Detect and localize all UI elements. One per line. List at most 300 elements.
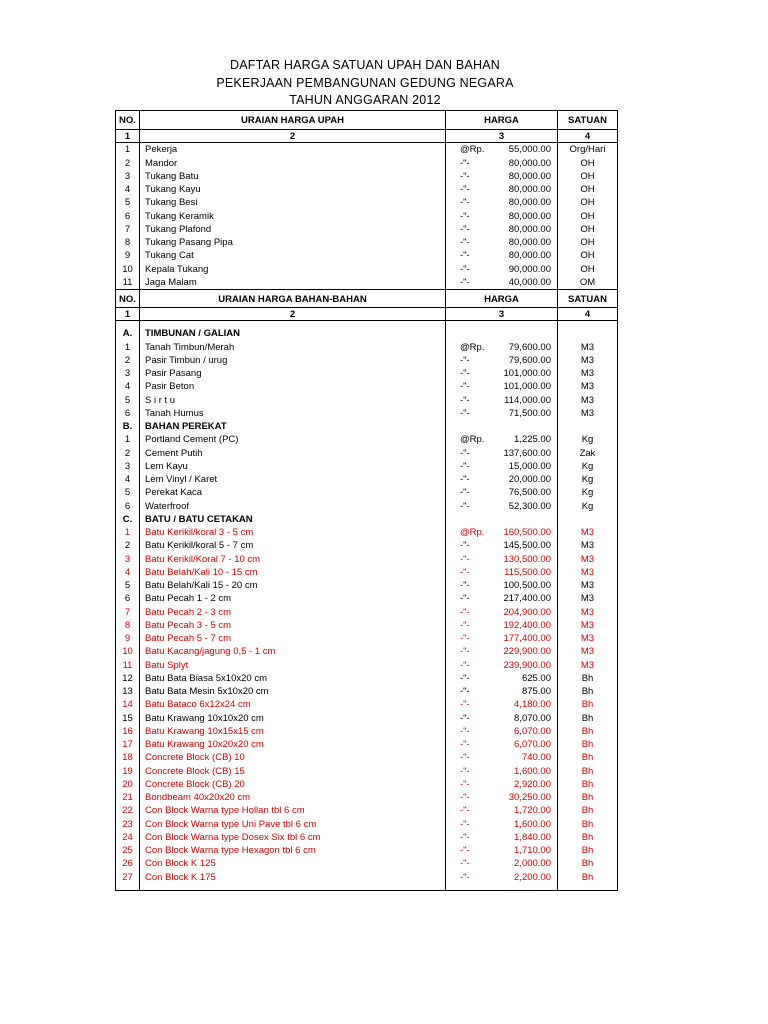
row-amount: 15,000.00 (508, 460, 551, 472)
row-unit: M3 (557, 592, 617, 605)
row-unit: OH (557, 223, 617, 236)
column-number: 2 (139, 130, 445, 142)
document-title-line-1: DAFTAR HARGA SATUAN UPAH DAN BAHAN (229, 58, 501, 72)
row-unit: Org/Hari (557, 143, 617, 156)
header-price: HARGA (445, 111, 557, 129)
row-currency: -"- (460, 250, 470, 262)
table-row (116, 592, 617, 605)
row-currency: -"- (460, 845, 470, 856)
row-description: Kepala Tukang (139, 263, 445, 276)
header-price: HARGA (445, 290, 557, 307)
row-currency: -"- (460, 368, 470, 379)
row-currency: -"- (460, 553, 470, 565)
table-row (116, 276, 617, 289)
spacer-row (116, 884, 617, 890)
row-currency: -"- (460, 633, 470, 644)
row-price (445, 526, 557, 539)
column-number-row (116, 130, 617, 143)
table-row (116, 433, 617, 446)
row-description: Bondbeam 40x20x20 cm (139, 791, 445, 804)
row-amount: 2,920.00 (514, 778, 551, 790)
row-unit: Bh (557, 765, 617, 778)
row-description: Batu Kerikil/koral 3 - 5 cm (139, 526, 445, 539)
row-price (445, 553, 557, 566)
row-number: 3 (124, 460, 131, 472)
table-row (116, 157, 617, 170)
row-price (445, 143, 557, 156)
row-price (445, 486, 557, 499)
row-currency: -"- (460, 739, 470, 750)
row-amount: 6,070.00 (514, 739, 551, 750)
row-price (445, 765, 557, 778)
row-amount: 625.00 (521, 672, 551, 684)
row-amount: 40,000.00 (508, 276, 551, 288)
row-number: 3 (124, 170, 131, 182)
table-row (116, 473, 617, 486)
row-number: 12 (122, 672, 133, 684)
row-currency: @Rp. (460, 144, 485, 156)
section-unit-empty (557, 327, 617, 340)
spacer-cell (116, 884, 139, 890)
spacer-cell (139, 884, 445, 890)
row-description: Batu Pecah 3 - 5 cm (139, 619, 445, 632)
row-price (445, 249, 557, 262)
row-number: 3 (124, 553, 131, 565)
row-amount: 875.00 (521, 686, 551, 697)
row-currency: -"- (460, 646, 470, 658)
table-row (116, 460, 617, 473)
row-description: Tukang Besi (139, 196, 445, 209)
row-amount: 1,600.00 (514, 765, 551, 777)
row-price (445, 857, 557, 870)
row-amount: 160,500.00 (503, 527, 551, 538)
row-currency: -"- (460, 447, 470, 459)
row-number: 14 (122, 699, 133, 711)
column-number: 1 (124, 131, 131, 142)
table-row (116, 831, 617, 844)
table-row (116, 196, 617, 209)
row-currency: -"- (460, 752, 470, 764)
row-currency: -"- (460, 487, 470, 499)
row-unit: OH (557, 263, 617, 276)
row-number: 1 (124, 434, 131, 446)
row-number: 8 (124, 237, 131, 248)
row-amount: 8,070.00 (514, 712, 551, 724)
row-unit: OH (557, 183, 617, 196)
row-unit: Kg (557, 486, 617, 499)
row-currency: -"- (460, 765, 470, 777)
row-currency: -"- (460, 818, 470, 830)
row-description: Batu Bataco 6x12x24 cm (139, 698, 445, 711)
row-description: Batu Belah/Kali 15 - 20 cm (139, 579, 445, 592)
row-unit: M3 (557, 526, 617, 539)
row-number: 21 (122, 792, 133, 803)
row-price (445, 500, 557, 513)
row-amount: 80,000.00 (508, 250, 551, 262)
row-price (445, 183, 557, 196)
row-unit: Bh (557, 804, 617, 817)
row-number: 7 (124, 223, 131, 235)
section-price-empty (445, 420, 557, 433)
row-price (445, 210, 557, 223)
row-description: Batu Pecah 1 - 2 cm (139, 592, 445, 605)
row-unit: Bh (557, 685, 617, 698)
table-row (116, 751, 617, 764)
row-number: 17 (122, 739, 133, 750)
row-price (445, 844, 557, 857)
row-currency: -"- (460, 699, 470, 711)
row-unit: Bh (557, 871, 617, 884)
row-price (445, 751, 557, 764)
row-number: 22 (122, 805, 133, 817)
row-unit: M3 (557, 553, 617, 566)
section-name: TIMBUNAN / GALIAN (139, 327, 445, 340)
row-unit: OH (557, 249, 617, 262)
row-amount: 4,180.00 (514, 699, 551, 711)
row-price (445, 157, 557, 170)
row-unit: M3 (557, 566, 617, 579)
row-unit: Bh (557, 844, 617, 857)
row-number: 15 (122, 712, 133, 724)
row-number: 7 (124, 606, 131, 618)
row-amount: 145,500.00 (503, 540, 551, 552)
header-unit: SATUAN (557, 290, 617, 307)
table-header-row (116, 111, 617, 130)
row-description: Pasir Pasang (139, 367, 445, 380)
row-description: Batu Splyt (139, 659, 445, 672)
row-unit: M3 (557, 606, 617, 619)
row-price (445, 341, 557, 354)
row-amount: 80,000.00 (508, 223, 551, 235)
row-amount: 80,000.00 (508, 197, 551, 209)
row-number: 6 (124, 407, 131, 419)
section-heading-row (116, 513, 617, 526)
row-description: Tukang Plafond (139, 223, 445, 236)
row-number: 11 (122, 276, 133, 288)
row-number: 11 (122, 659, 133, 671)
row-number: 5 (124, 487, 131, 499)
document-title-line-2: PEKERJAAN PEMBANGUNAN GEDUNG NEGARA (216, 76, 514, 90)
row-unit: Zak (557, 447, 617, 460)
row-amount: 30,250.00 (508, 792, 551, 803)
row-number: 4 (124, 566, 131, 578)
row-amount: 115,500.00 (504, 566, 551, 578)
row-number: 18 (122, 752, 133, 764)
row-price (445, 659, 557, 672)
row-currency: @Rp. (460, 527, 485, 538)
row-description: Batu Kacang/jagung 0,5 - 1 cm (139, 645, 445, 658)
row-unit: M3 (557, 354, 617, 367)
column-number: 3 (445, 308, 557, 320)
row-number: 2 (124, 157, 131, 169)
row-description: Batu Pecah 2 - 3 cm (139, 606, 445, 619)
row-number: 24 (122, 831, 133, 843)
section-price-empty (445, 327, 557, 340)
row-price (445, 592, 557, 605)
table-row (116, 778, 617, 791)
row-price (445, 196, 557, 209)
table-row (116, 712, 617, 725)
row-number: 1 (124, 527, 131, 538)
table-row (116, 486, 617, 499)
row-description: Batu Krawang 10x20x20 cm (139, 738, 445, 751)
table-row (116, 526, 617, 539)
row-description: Concrete Block (CB) 15 (139, 765, 445, 778)
row-unit: Bh (557, 672, 617, 685)
row-unit: Kg (557, 500, 617, 513)
row-unit: Bh (557, 712, 617, 725)
row-currency: -"- (460, 263, 470, 275)
row-price (445, 223, 557, 236)
table-row (116, 500, 617, 513)
row-description: Batu Krawang 10x10x20 cm (139, 712, 445, 725)
row-number: 2 (124, 354, 131, 366)
row-currency: -"- (460, 606, 470, 618)
row-amount: 740.00 (521, 752, 551, 764)
row-currency: -"- (460, 170, 470, 182)
column-number: 2 (139, 308, 445, 320)
row-currency: -"- (460, 354, 470, 366)
row-unit: M3 (557, 632, 617, 645)
row-description: Batu Bata Mesin 5x10x20 cm (139, 685, 445, 698)
row-description: Perekat Kaca (139, 486, 445, 499)
column-number-row (116, 308, 617, 321)
row-unit: Bh (557, 778, 617, 791)
row-number: 20 (122, 778, 133, 790)
row-currency: -"- (460, 197, 470, 209)
row-price (445, 460, 557, 473)
row-description: Tukang Pasang Pipa (139, 236, 445, 249)
row-unit: M3 (557, 659, 617, 672)
row-unit: Kg (557, 473, 617, 486)
row-currency: -"- (460, 659, 470, 671)
row-price (445, 394, 557, 407)
row-number: 25 (122, 845, 133, 856)
row-price (445, 473, 557, 486)
row-price (445, 433, 557, 446)
row-description: Jaga Malam (139, 276, 445, 289)
table-row (116, 539, 617, 552)
row-price (445, 566, 557, 579)
section-letter: C. (122, 513, 133, 525)
document-title-line-3: TAHUN ANGGARAN 2012 (289, 93, 441, 107)
row-currency: -"- (460, 672, 470, 684)
table-row (116, 659, 617, 672)
table-row (116, 263, 617, 276)
row-number: 5 (124, 394, 131, 406)
table-row (116, 818, 617, 831)
row-number: 1 (124, 144, 131, 156)
section-heading-row (116, 420, 617, 433)
table-row (116, 380, 617, 393)
row-amount: 90,000.00 (508, 263, 551, 275)
row-unit: OH (557, 157, 617, 170)
row-number: 4 (124, 474, 131, 485)
row-price (445, 791, 557, 804)
table-row (116, 367, 617, 380)
row-unit: M3 (557, 380, 617, 393)
row-number: 23 (122, 818, 133, 830)
price-table (115, 110, 618, 891)
row-number: 8 (124, 619, 131, 631)
table-row (116, 804, 617, 817)
row-currency: -"- (460, 686, 470, 697)
row-currency: -"- (460, 805, 470, 817)
row-number: 6 (124, 593, 131, 605)
row-amount: 130,500.00 (503, 553, 551, 565)
row-amount: 71,500.00 (508, 407, 551, 419)
row-price (445, 778, 557, 791)
row-price (445, 725, 557, 738)
row-amount: 80,000.00 (508, 237, 551, 248)
row-amount: 80,000.00 (508, 170, 551, 182)
row-price (445, 712, 557, 725)
row-amount: 1,600.00 (514, 818, 551, 830)
row-currency: @Rp. (460, 434, 485, 446)
row-description: Con Block K 175 (139, 871, 445, 884)
row-description: Lem Kayu (139, 460, 445, 473)
header-description: URAIAN HARGA BAHAN-BAHAN (139, 290, 445, 307)
row-unit: Bh (557, 831, 617, 844)
row-description: Batu Pecah 5 - 7 cm (139, 632, 445, 645)
row-unit: M3 (557, 579, 617, 592)
table-row (116, 619, 617, 632)
row-price (445, 236, 557, 249)
row-currency: -"- (460, 580, 470, 591)
section-heading-row (116, 327, 617, 340)
table-row (116, 183, 617, 196)
row-price (445, 170, 557, 183)
row-unit: Kg (557, 460, 617, 473)
table-row (116, 341, 617, 354)
table-row (116, 738, 617, 751)
row-description: Concrete Block (CB) 10 (139, 751, 445, 764)
row-amount: 137,600.00 (503, 447, 551, 459)
row-unit: M3 (557, 367, 617, 380)
table-row (116, 223, 617, 236)
section-unit-empty (557, 513, 617, 526)
row-amount: 2,200.00 (514, 871, 551, 883)
row-number: 6 (124, 500, 131, 512)
row-unit: M3 (557, 407, 617, 420)
row-currency: -"- (460, 593, 470, 605)
row-description: Con Block Warna type Hexagon tbl 6 cm (139, 844, 445, 857)
row-price (445, 606, 557, 619)
row-amount: 1,720.00 (514, 805, 551, 817)
row-description: Batu Kerikil/koral 5 - 7 cm (139, 539, 445, 552)
header-unit: SATUAN (557, 111, 617, 129)
column-number: 4 (557, 308, 617, 320)
row-unit: M3 (557, 341, 617, 354)
row-number: 2 (124, 447, 131, 459)
table-row (116, 725, 617, 738)
row-description: Portland Cement (PC) (139, 433, 445, 446)
row-number: 9 (124, 633, 131, 644)
table-row (116, 844, 617, 857)
row-currency: -"- (460, 792, 470, 803)
row-currency: -"- (460, 566, 470, 578)
row-price (445, 698, 557, 711)
row-number: 5 (124, 580, 131, 591)
row-amount: 229,900.00 (503, 646, 551, 658)
row-currency: -"- (460, 407, 470, 419)
table-row (116, 236, 617, 249)
row-amount: 76,500.00 (508, 487, 551, 499)
table-row (116, 354, 617, 367)
row-price (445, 672, 557, 685)
table-row (116, 857, 617, 870)
row-amount: 217,400.00 (503, 593, 551, 605)
row-currency: -"- (460, 184, 470, 195)
spacer-cell (445, 884, 557, 890)
row-description: Cement Putih (139, 447, 445, 460)
row-currency: -"- (460, 778, 470, 790)
row-amount: 100,500.00 (503, 580, 551, 591)
row-amount: 1,710.00 (514, 845, 551, 856)
table-row (116, 645, 617, 658)
row-amount: 20,000.00 (508, 474, 551, 485)
header-no: NO. (119, 294, 136, 305)
row-number: 3 (124, 368, 131, 379)
row-price (445, 539, 557, 552)
row-price (445, 645, 557, 658)
table-row (116, 210, 617, 223)
row-price (445, 263, 557, 276)
row-amount: 1,225.00 (514, 434, 551, 446)
row-unit: OH (557, 210, 617, 223)
row-description: Mandor (139, 157, 445, 170)
row-currency: -"- (460, 381, 470, 393)
row-number: 9 (124, 250, 131, 262)
row-description: Pasir Timbun / urug (139, 354, 445, 367)
row-description: Batu Belah/Kali 10 - 15 cm (139, 566, 445, 579)
row-currency: -"- (460, 394, 470, 406)
row-unit: M3 (557, 645, 617, 658)
section-name: BAHAN PEREKAT (139, 420, 445, 433)
table-row (116, 632, 617, 645)
row-unit: M3 (557, 539, 617, 552)
header-no: NO. (119, 115, 136, 126)
row-currency: -"- (460, 237, 470, 248)
section-unit-empty (557, 420, 617, 433)
row-currency: -"- (460, 500, 470, 512)
table-row (116, 871, 617, 884)
row-amount: 80,000.00 (508, 157, 551, 169)
row-amount: 101,000.00 (503, 368, 551, 379)
row-price (445, 407, 557, 420)
row-currency: -"- (460, 223, 470, 235)
row-unit: M3 (557, 619, 617, 632)
row-unit: Kg (557, 433, 617, 446)
row-number: 4 (124, 381, 131, 393)
table-row (116, 170, 617, 183)
row-price (445, 619, 557, 632)
row-currency: -"- (460, 712, 470, 724)
row-amount: 101,000.00 (503, 381, 551, 393)
row-price (445, 738, 557, 751)
table-row (116, 698, 617, 711)
section-letter: B. (122, 421, 133, 432)
table-row (116, 765, 617, 778)
row-currency: -"- (460, 871, 470, 883)
row-unit: Bh (557, 857, 617, 870)
row-currency: -"- (460, 157, 470, 169)
section-price-empty (445, 513, 557, 526)
row-unit: Bh (557, 791, 617, 804)
row-price (445, 276, 557, 289)
row-price (445, 804, 557, 817)
row-description: Tukang Kayu (139, 183, 445, 196)
